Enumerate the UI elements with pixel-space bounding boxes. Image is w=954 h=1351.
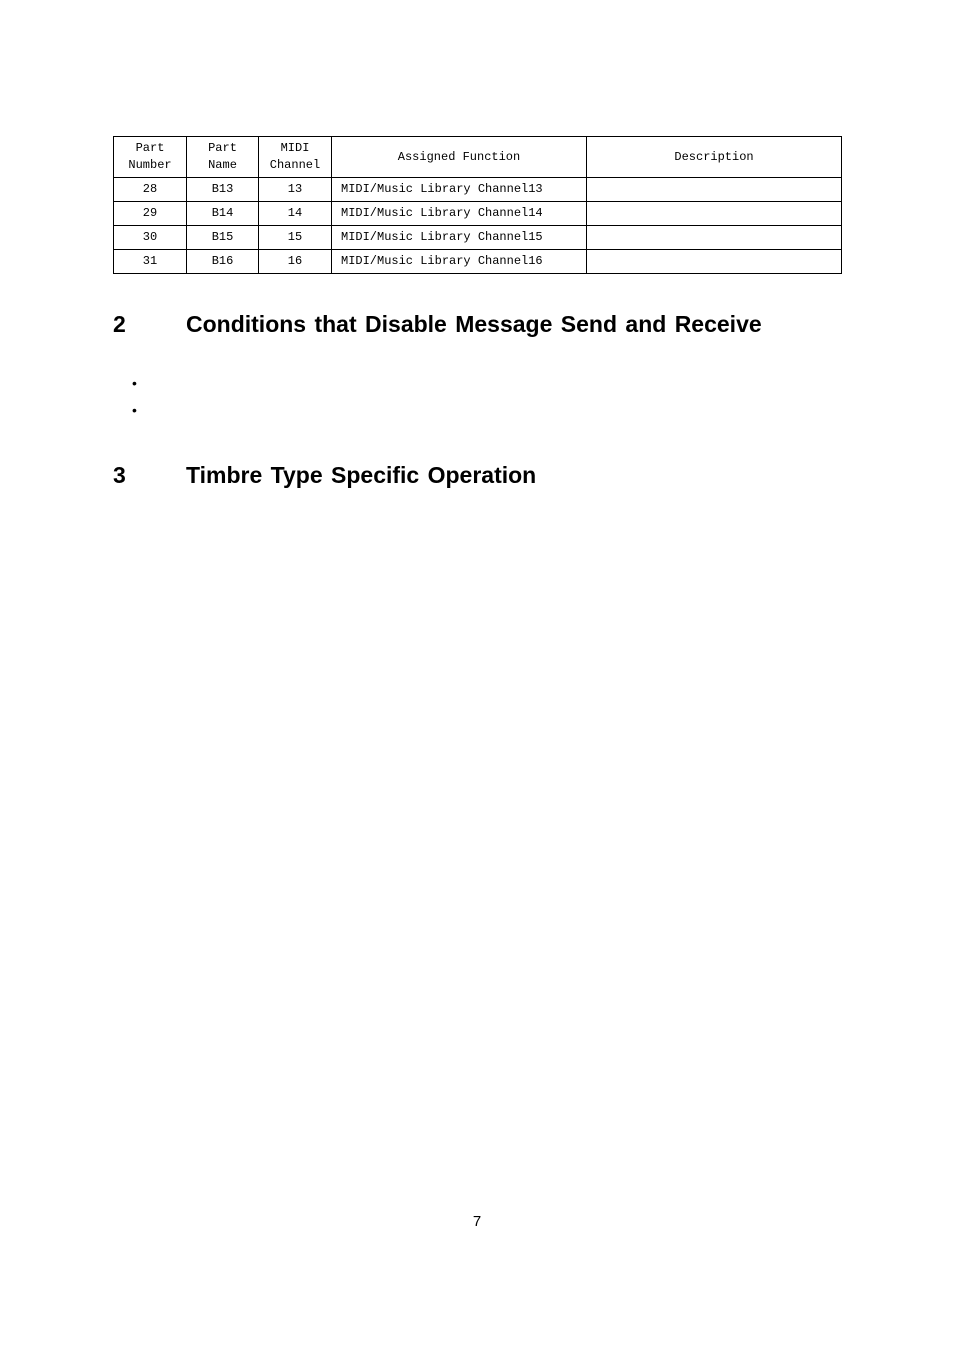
cell-midi-channel: 14	[259, 202, 332, 226]
header-description: Description	[587, 137, 842, 178]
cell-part-number: 28	[114, 178, 187, 202]
header-part-number: Part Number	[114, 137, 187, 178]
cell-part-name: B13	[187, 178, 259, 202]
cell-part-number: 31	[114, 250, 187, 274]
table-row	[114, 178, 842, 202]
cell-part-number: 29	[114, 202, 187, 226]
cell-assigned-function: MIDI/Music Library Channel15	[332, 226, 587, 250]
table-header-row	[114, 137, 842, 178]
cell-assigned-function: MIDI/Music Library Channel14	[332, 202, 587, 226]
cell-part-name: B16	[187, 250, 259, 274]
section-title: Timbre Type Specific Operation	[186, 462, 537, 488]
part-assignment-table	[113, 136, 842, 274]
cell-part-name: B14	[187, 202, 259, 226]
section-number: 3	[113, 462, 126, 488]
cell-midi-channel: 13	[259, 178, 332, 202]
page-number: 7	[472, 1213, 482, 1230]
bullet-icon: •	[132, 402, 137, 418]
cell-midi-channel: 16	[259, 250, 332, 274]
cell-assigned-function: MIDI/Music Library Channel16	[332, 250, 587, 274]
cell-part-name: B15	[187, 226, 259, 250]
header-part-name: Part Name	[187, 137, 259, 178]
cell-part-number: 30	[114, 226, 187, 250]
section-heading-timbre	[113, 462, 536, 489]
header-midi-channel: MIDI Channel	[259, 137, 332, 178]
cell-description	[587, 250, 842, 274]
cell-description	[587, 226, 842, 250]
cell-midi-channel: 15	[259, 226, 332, 250]
section-heading-conditions	[113, 311, 762, 338]
table-row	[114, 250, 842, 274]
table-row	[114, 226, 842, 250]
table-row	[114, 202, 842, 226]
section-number: 2	[113, 311, 126, 337]
cell-description	[587, 202, 842, 226]
header-assigned-function: Assigned Function	[332, 137, 587, 178]
cell-assigned-function: MIDI/Music Library Channel13	[332, 178, 587, 202]
bullet-icon: •	[132, 375, 137, 391]
section-title: Conditions that Disable Message Send and Receive	[186, 311, 762, 337]
cell-description	[587, 178, 842, 202]
